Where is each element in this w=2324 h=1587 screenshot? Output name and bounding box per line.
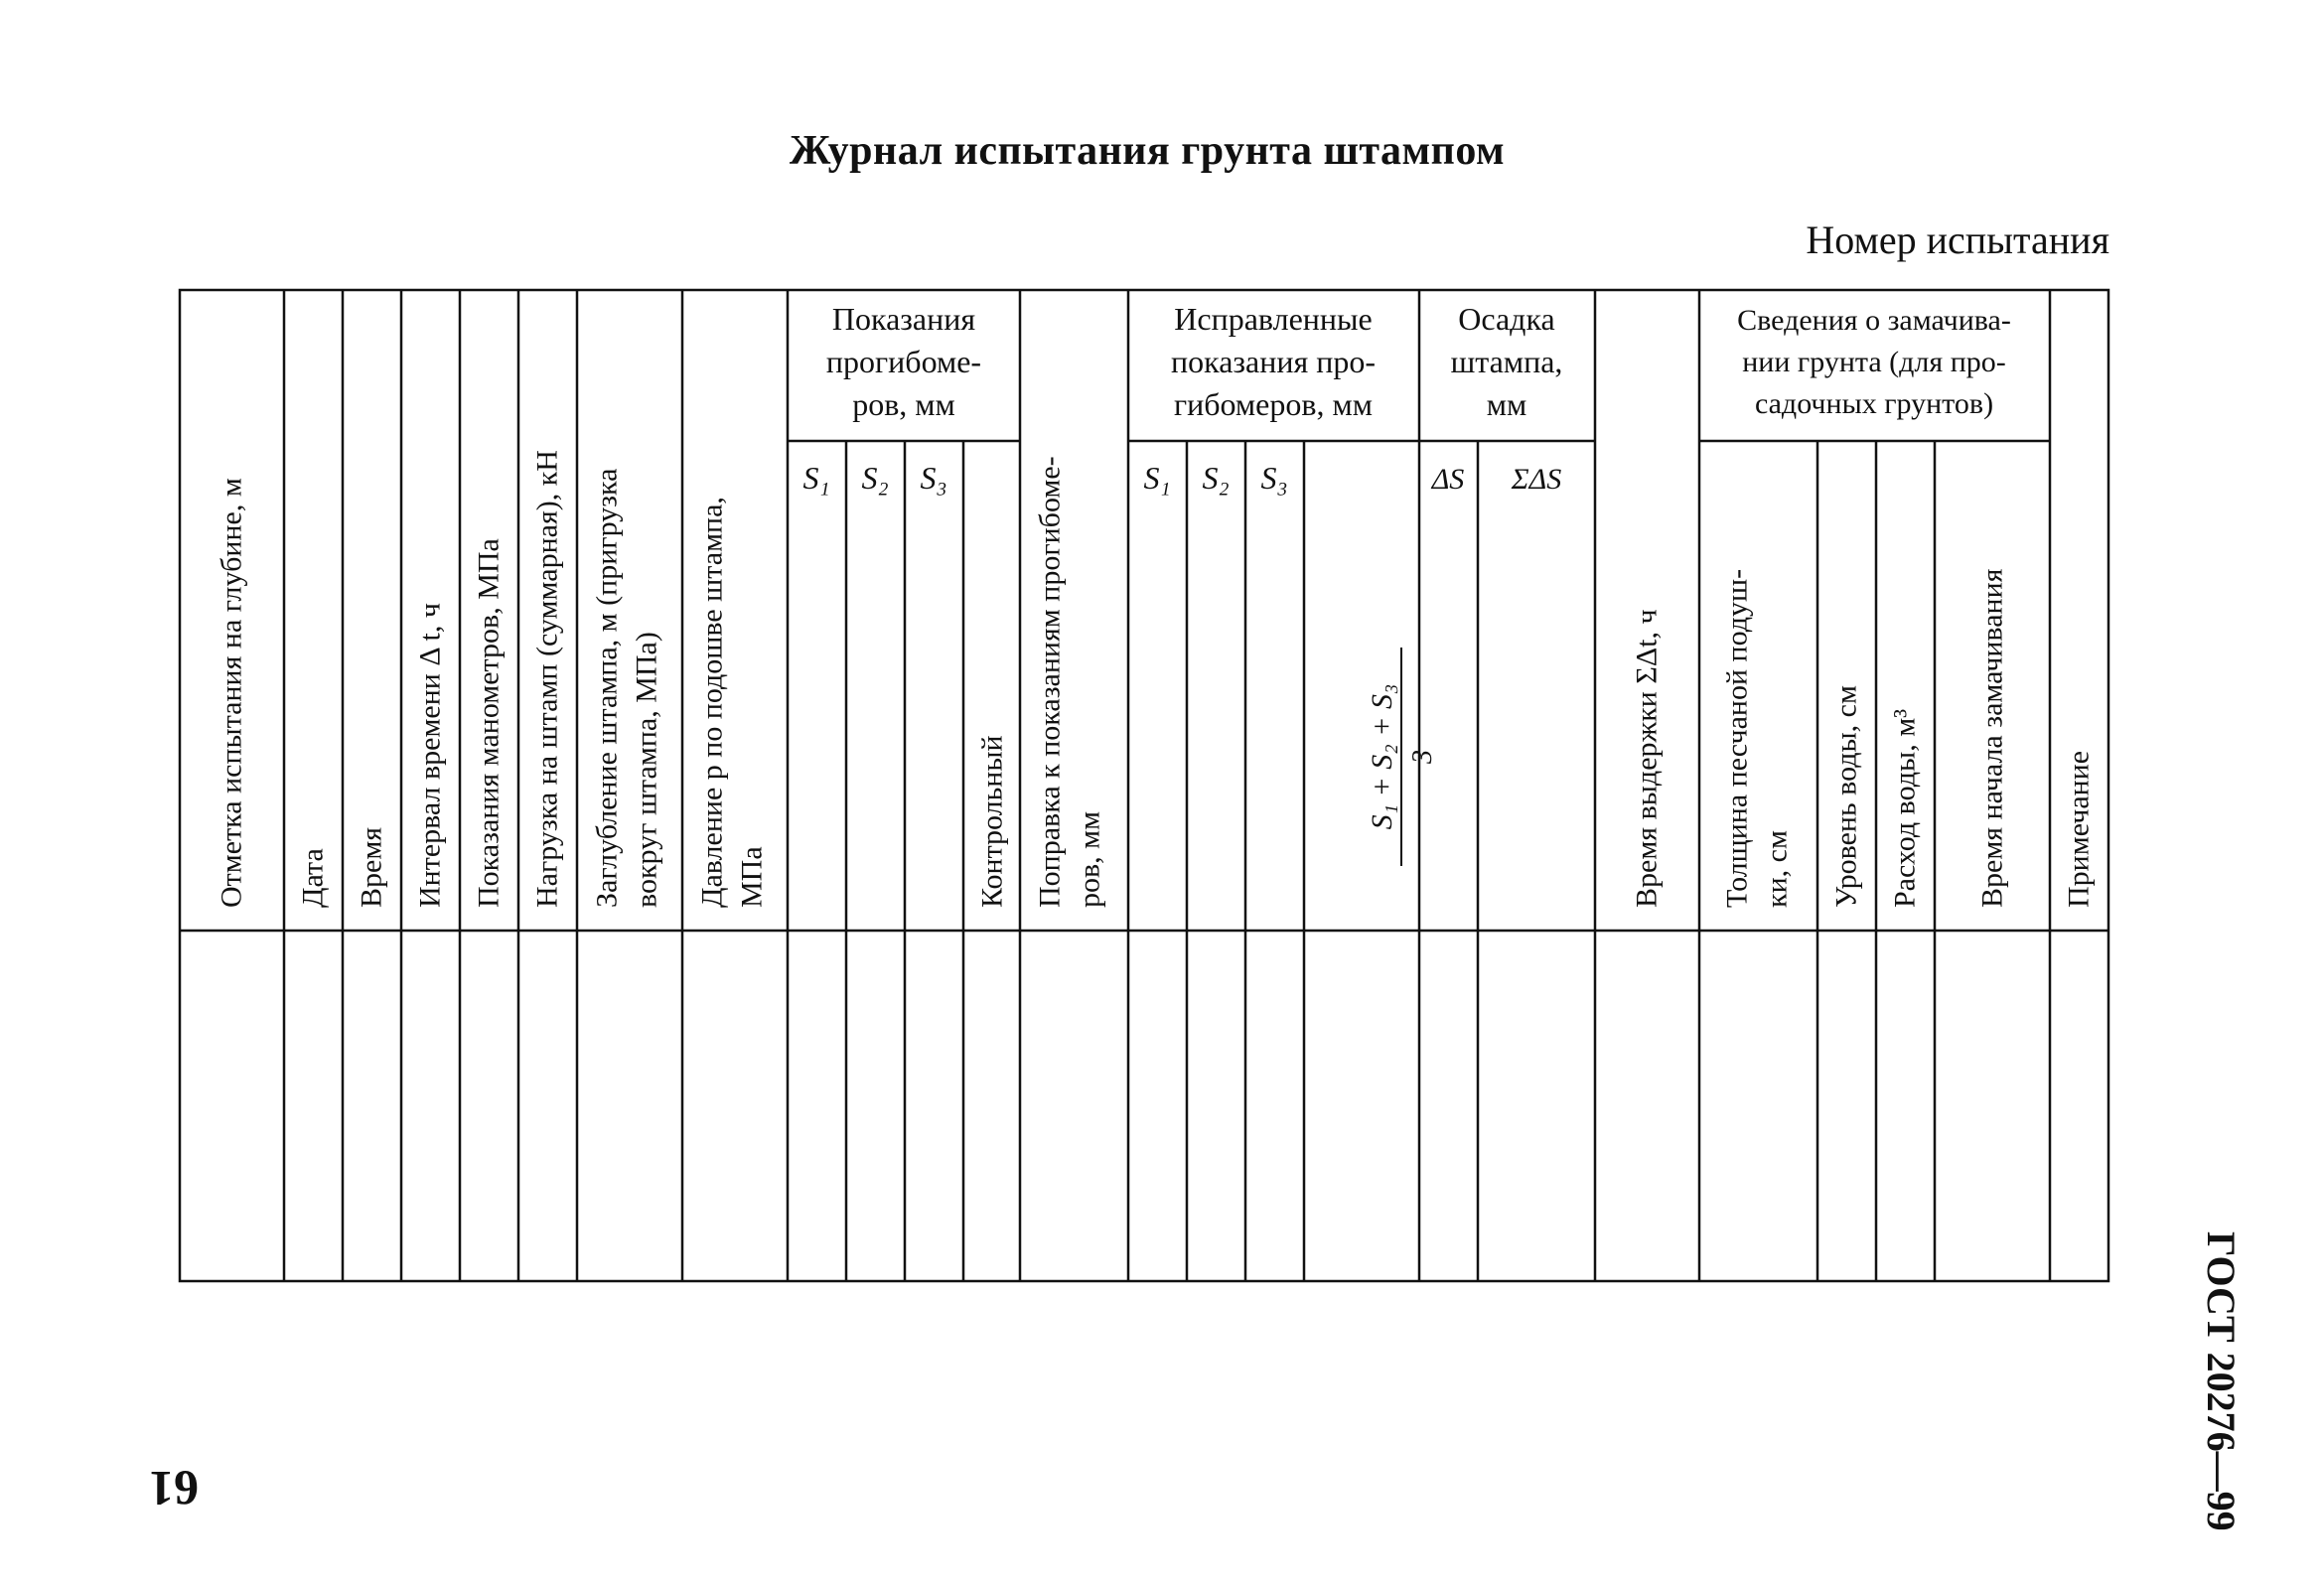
document-title: Журнал испытания грунта штампом <box>789 128 1506 174</box>
header-stamp-embedment-line2: вокруг штампа, МПа) <box>630 632 663 908</box>
corrected-s2-label: S₂ <box>1202 460 1230 496</box>
formula-numerator: S₁ + S₂ + S₃ <box>1366 683 1398 830</box>
header-note: Примечание <box>2062 750 2096 908</box>
standard-designation: ГОСТ 20276—99 <box>2199 1231 2244 1531</box>
header-control-gauge: Контрольный <box>975 735 1009 908</box>
header-water-level: Уровень воды, см <box>1829 685 1863 908</box>
table-grid <box>180 290 2108 1281</box>
settlement-delta-s-label: ΔS <box>1431 463 1465 496</box>
gauge-s2-label: S₂ <box>861 460 889 496</box>
header-manometer-readings: Показания манометров, МПа <box>472 538 506 908</box>
test-number-label: Номер испытания <box>1806 217 2109 262</box>
header-date: Дата <box>296 848 330 908</box>
header-gauge-correction-line1: Поправка к показаниям прогибоме- <box>1033 456 1067 908</box>
group-gauge-readings-line1: Показания <box>831 301 976 337</box>
group-soaking-line1: Сведения о замачива- <box>1737 304 2011 337</box>
header-stamp-embedment-line1: Заглубление штампа, м (пригрузка <box>590 468 624 908</box>
settlement-sum-delta-s-label: ΣΔS <box>1511 463 1562 496</box>
group-corrected-readings-line3: гибомеров, мм <box>1174 386 1373 422</box>
header-base-pressure-line1: Давление p по подошве штампа, <box>695 497 729 908</box>
group-gauge-readings-line3: ров, мм <box>852 386 955 422</box>
header-soaking-start-time: Время начала замачивания <box>1975 568 2009 908</box>
group-soaking-line3: садочных грунтов) <box>1754 387 1994 420</box>
page-number: 61 <box>149 1461 199 1516</box>
header-sand-cushion-line2: ки, см <box>1760 830 1794 908</box>
header-time: Время <box>355 826 388 908</box>
header-stamp-load: Нагрузка на штамп (суммарная), кН <box>530 450 564 908</box>
table-border <box>180 290 2108 1281</box>
corrected-s1-label: S₁ <box>1143 460 1171 496</box>
group-corrected-readings-line2: показания про- <box>1171 344 1376 379</box>
header-depth-mark: Отметка испытания на глубине, м <box>215 478 248 908</box>
header-gauge-correction-line2: ров, мм <box>1073 810 1106 908</box>
group-settlement-line2: штампа, <box>1450 344 1563 379</box>
gauge-s1-label: S₁ <box>802 460 830 496</box>
group-corrected-readings-line1: Исправленные <box>1174 301 1373 337</box>
formula-denominator: 3 <box>1407 750 1438 764</box>
gauge-s3-label: S₃ <box>920 460 947 496</box>
header-hold-time: Время выдержки ΣΔt, ч <box>1630 609 1664 908</box>
corrected-s3-label: S₃ <box>1260 460 1288 496</box>
mean-formula <box>1366 648 1438 866</box>
test-journal-table <box>180 290 2108 1281</box>
header-sand-cushion-line1: Толщина песчаной подуш- <box>1720 568 1754 908</box>
group-soaking-line2: нии грунта (для про- <box>1742 346 2006 378</box>
group-settlement-line3: мм <box>1486 386 1527 422</box>
group-settlement-line1: Осадка <box>1458 301 1555 337</box>
header-water-flow: Расход воды, м³ <box>1888 708 1922 908</box>
header-base-pressure-line2: МПа <box>735 846 769 908</box>
header-time-interval: Интервал времени Δ t, ч <box>413 603 447 908</box>
group-gauge-readings-line2: прогибоме- <box>825 344 982 379</box>
